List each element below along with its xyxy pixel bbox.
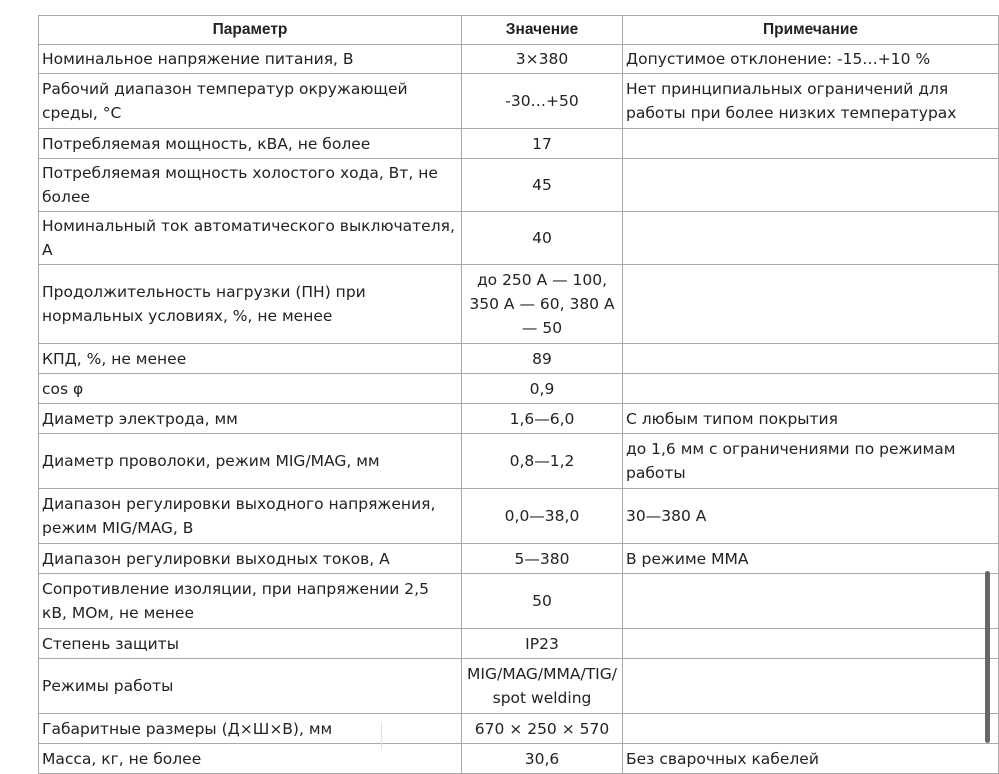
- param-cell: Степень защиты: [39, 629, 462, 659]
- value-cell: 0,8—1,2: [462, 434, 623, 489]
- param-cell: Диаметр электрода, мм: [39, 404, 462, 434]
- table-row: [39, 544, 999, 574]
- table-row: [39, 374, 999, 404]
- table-row: [39, 344, 999, 374]
- param-cell: Продолжительность нагрузки (ПН) при нормальных условиях, %, не менее: [39, 265, 462, 344]
- note-cell: до 1,6 мм с ограничениями по режимам работы: [623, 434, 999, 489]
- table-row: [39, 45, 999, 74]
- table-row: [39, 434, 999, 489]
- param-cell: Диаметр проволоки, режим MIG/MAG, мм: [39, 434, 462, 489]
- table-row: [39, 159, 999, 212]
- value-cell: 17: [462, 129, 623, 159]
- vertical-scrollbar[interactable]: [985, 571, 990, 743]
- table-row: [39, 659, 999, 714]
- table-row: [39, 129, 999, 159]
- value-cell: 1,6—6,0: [462, 404, 623, 434]
- divider: [381, 722, 382, 750]
- note-cell: Без сварочных кабелей: [623, 744, 999, 774]
- param-cell: cos φ: [39, 374, 462, 404]
- value-cell: 0,0—38,0: [462, 489, 623, 544]
- param-cell: Диапазон регулировки выходного напряжения, режим MIG/MAG, В: [39, 489, 462, 544]
- value-cell: 5—380: [462, 544, 623, 574]
- param-cell: Номинальный ток автоматического выключателя, А: [39, 212, 462, 265]
- value-cell: 0,9: [462, 374, 623, 404]
- value-cell: -30…+50: [462, 74, 623, 129]
- value-cell: 89: [462, 344, 623, 374]
- table-row: [39, 404, 999, 434]
- table-row: [39, 744, 999, 774]
- value-cell: 30,6: [462, 744, 623, 774]
- note-cell: [623, 344, 999, 374]
- param-cell: Потребляемая мощность холостого хода, Вт, не более: [39, 159, 462, 212]
- param-cell: Габаритные размеры (Д×Ш×В), мм: [39, 714, 462, 744]
- param-cell: Номинальное напряжение питания, В: [39, 45, 462, 74]
- value-cell: MIG/MAG/MMA/TIG/ spot welding: [462, 659, 623, 714]
- param-cell: Рабочий диапазон температур окружающей среды, °С: [39, 74, 462, 129]
- note-cell: Допустимое отклонение: -15…+10 %: [623, 45, 999, 74]
- note-cell: [623, 159, 999, 212]
- note-cell: Нет принципиальных ограничений для работы при более низких температурах: [623, 74, 999, 129]
- table-row: [39, 212, 999, 265]
- param-cell: Масса, кг, не более: [39, 744, 462, 774]
- value-cell: 3×380: [462, 45, 623, 74]
- table-row: [39, 629, 999, 659]
- note-cell: [623, 129, 999, 159]
- param-cell: Режимы работы: [39, 659, 462, 714]
- table-row: [39, 489, 999, 544]
- table-row: [39, 74, 999, 129]
- spec-table: [38, 15, 999, 774]
- value-cell: 40: [462, 212, 623, 265]
- header-parameter: Параметр: [39, 16, 462, 45]
- table-row: [39, 574, 999, 629]
- note-cell: [623, 212, 999, 265]
- param-cell: Диапазон регулировки выходных токов, А: [39, 544, 462, 574]
- note-cell: [623, 265, 999, 344]
- param-cell: Сопротивление изоляции, при напряжении 2,5 кВ, МОм, не менее: [39, 574, 462, 629]
- table-row: [39, 714, 999, 744]
- note-cell: [623, 574, 999, 629]
- header-note: Примечание: [623, 16, 999, 45]
- table-row: [39, 265, 999, 344]
- value-cell: 670 × 250 × 570: [462, 714, 623, 744]
- note-cell: [623, 629, 999, 659]
- header-value: Значение: [462, 16, 623, 45]
- value-cell: IP23: [462, 629, 623, 659]
- table-header-row: [39, 16, 999, 45]
- param-cell: Потребляемая мощность, кВА, не более: [39, 129, 462, 159]
- param-cell: КПД, %, не менее: [39, 344, 462, 374]
- note-cell: [623, 659, 999, 714]
- note-cell: С любым типом покрытия: [623, 404, 999, 434]
- note-cell: [623, 714, 999, 744]
- value-cell: 45: [462, 159, 623, 212]
- note-cell: 30—380 А: [623, 489, 999, 544]
- note-cell: В режиме ММА: [623, 544, 999, 574]
- note-cell: [623, 374, 999, 404]
- value-cell: 50: [462, 574, 623, 629]
- value-cell: до 250 А — 100, 350 А — 60, 380 А — 50: [462, 265, 623, 344]
